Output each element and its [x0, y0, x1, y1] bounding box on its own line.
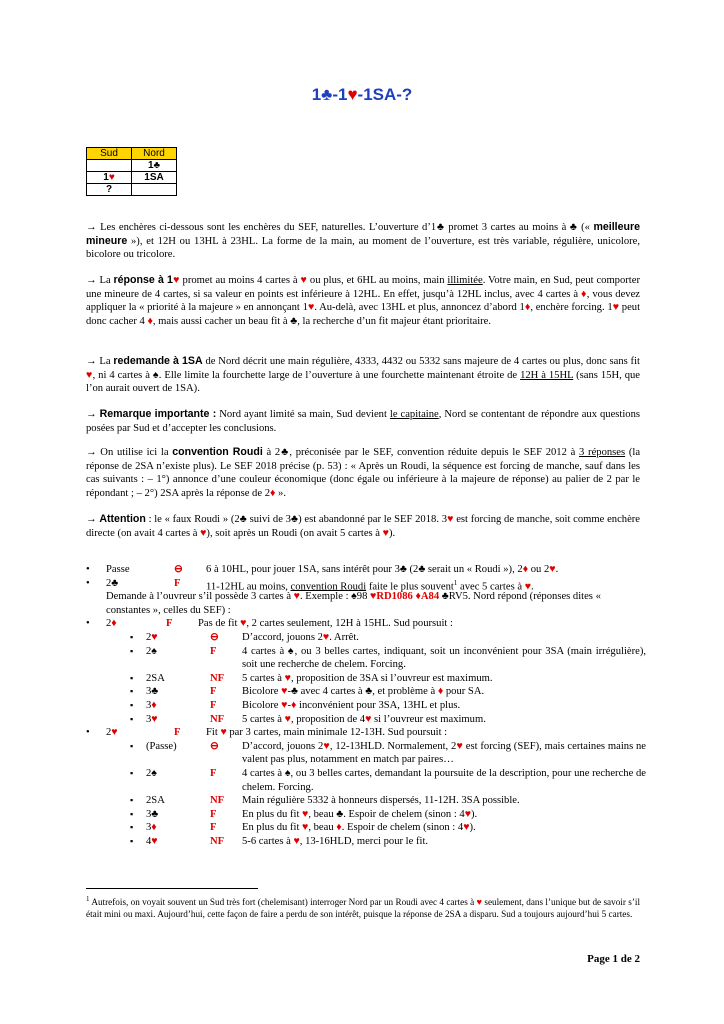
- sub-text: En plus du fit ♥, beau ♦. Espoir de chelem (sinon : 4♥).: [242, 822, 476, 834]
- sub-text: 4 cartes à ♠, ou 3 belles cartes, indiquant, soit un inconvénient pour 3SA (main irrégulière), soit une recherche de chelem. Forcing.: [242, 645, 646, 671]
- sub-text: Main régulière 5332 à honneurs dispersés, 11-12H. 3SA possible.: [242, 795, 520, 807]
- sub-list-item: ▪ 3♦ F En plus du fit ♥, beau ♦. Espoir de chelem (sinon : 4♥).: [130, 822, 476, 834]
- sub-bid: 4♥: [146, 835, 158, 847]
- sub-mark: F: [210, 699, 217, 711]
- sub-list-item: ▪ 4♥ NF 5-6 cartes à ♥, 13-16HLD, merci pour le fit.: [130, 835, 429, 847]
- page-number: Page 1 de 2: [587, 953, 640, 965]
- sub-mark: ⊖: [210, 740, 219, 752]
- sub-bid: 3♣: [146, 686, 159, 698]
- sub-text: 5-6 cartes à ♥, 13-16HLD, merci pour le fit.: [242, 835, 429, 847]
- sub-mark: NF: [210, 713, 225, 725]
- sub-mark: F: [210, 808, 217, 820]
- footnote-separator: [86, 888, 258, 889]
- sub-bid: 2♠: [146, 645, 157, 657]
- sub-mark: F: [210, 686, 217, 698]
- auction-cell: 1SA: [132, 172, 177, 184]
- sub-mark: F: [210, 767, 217, 779]
- list-item: • 2♥ F Fit ♥ par 3 cartes, main minimale 12-13H. Sud poursuit :: [86, 727, 448, 739]
- auction-cell: [87, 160, 132, 172]
- sub-text: Bicolore ♥-♦ inconvénient pour 3SA, 13HL et plus.: [242, 699, 461, 711]
- sub-bid: 3♣: [146, 808, 159, 820]
- sub-mark: F: [210, 645, 217, 657]
- sub-list-item: ▪ 3♣ F Bicolore ♥-♣ avec 4 cartes à ♣, et problème à ♦ pour SA.: [130, 686, 485, 698]
- paragraph-rebid: → La redemande à 1SA de Nord décrit une main régulière, 4333, 4432 ou 5332 sans majeure de 4 cartes ou plus, donc sans fit ♥, ni 4 cartes à ♠. Elle limite la fourchette large de l’ouverture à une fourchette maintenant étroite de 12H à 15HL (sans 15H, que l’on aurait ouvert de 1SA).: [86, 355, 640, 395]
- list-item: • 2♦ F Pas de fit ♥, 2 cartes seulement, 12H à 15HL. Sud poursuit :: [86, 618, 453, 630]
- sub-text: Bicolore ♥-♣ avec 4 cartes à ♣, et problème à ♦ pour SA.: [242, 686, 485, 698]
- paragraph-attention: → Attention : le « faux Roudi » (2♣ suivi de 3♣) est abandonné par le SEF 2018. 3♥ est forcing de manche, soit comme enchère directe (on avait 4 cartes à ♥), soit après un Roudi (on avait 5 cartes à ♥).: [86, 513, 641, 539]
- sub-list-item: ▪ 3♣ F En plus du fit ♥, beau ♣. Espoir de chelem (sinon : 4♥).: [130, 808, 478, 820]
- paragraph-opening: → Les enchères ci-dessous sont les enchères du SEF, naturelles. L’ouverture d’1♣ promet 3 cartes au moins à ♣ (« meilleure mineure »), et 12H ou 13HL à 23HL. La forme de la main, au moment de l’ouverture, est très variable, régulière, unicolore, bicolore ou tricolore.: [86, 221, 640, 261]
- sub-list-item: ▪ 2SA NF Main régulière 5332 à honneurs dispersés, 11-12H. 3SA possible.: [130, 795, 520, 807]
- sub-mark: F: [210, 822, 217, 834]
- sub-bid: 3♦: [146, 699, 157, 711]
- paragraph-response: → La réponse à 1♥ promet au moins 4 cartes à ♥ ou plus, et 6HL au moins, main illimitée. Votre main, en Sud, peut comporter une mineure de 4 cartes, si sa valeur en points est inférieure à 12HL. En effet, jusqu’à 12HL inclus, avec 4 cartes à ♦, vous devez appliquer la « priorité à la majeure » en annonçant 1♥. Au-delà, avec 13HL et plus, annoncez d’abord 1♦, enchère forcing. 1♥ peut donc cacher 4 ♦, mais aussi cacher un beau fit à ♣, la recherche d’un fit majeur étant prioritaire.: [86, 274, 641, 327]
- paragraph-roudi: → On utilise ici la convention Roudi à 2♣, préconisée par le SEF, convention réduite depuis le SEF 2012 à 3 réponses (la réponse de 2SA n’existe plus). Le SEF 2018 précise (p. 53) : « Après un Roudi, la séquence est forcing de manche, sauf dans les cas suivants : – 1°) annonce d’une couleur économique (donc égale ou inférieure à la majeure de réponse) au palier de 2 par le répondant ; – 2°) 2SA après la réponse de 2♦ ».: [86, 446, 641, 499]
- auction-cell: 1♣: [132, 160, 177, 172]
- sub-text: En plus du fit ♥, beau ♣. Espoir de chelem (sinon : 4♥).: [242, 808, 478, 820]
- list-item: • Passe ⊖ 6 à 10HL, pour jouer 1SA, sans intérêt pour 3♣ (2♣ serait un « Roudi »), 2♦ ou 2♥.: [86, 564, 559, 575]
- sub-list-item: ▪ 3♦ F Bicolore ♥-♦ inconvénient pour 3SA, 13HL et plus.: [130, 699, 461, 711]
- paragraph-remark: → Remarque importante : Nord ayant limité sa main, Sud devient le capitaine, Nord se contentant de répondre aux questions posées par Sud et d’accepter les conclusions.: [86, 408, 641, 434]
- sub-list-item: ▪ 2♥ ⊖ D’accord, jouons 2♥. Arrêt.: [130, 631, 359, 643]
- header-sud: Sud: [87, 148, 132, 160]
- list-item-continuation: Demande à l’ouvreur s’il possède 3 cartes à ♥. Exemple : ♠98 ♥RD1086 ♦A84 ♣RV5. Nord répond (réponses dites « constantes », celles du SEF) :: [106, 591, 601, 616]
- auction-table: [86, 147, 177, 196]
- sub-bid: (Passe): [146, 740, 177, 752]
- list-item: • 2♣ F 11-12HL au moins, convention Roudi faite le plus souvent$^1$ avec 5 cartes à ♥.: [86, 577, 534, 593]
- sub-bid: 3♥: [146, 713, 158, 725]
- page-title: 1♣-1♥-1SA-?: [311, 85, 413, 104]
- sub-list-item: ▪ (Passe) ⊖ D’accord, jouons 2♥, 12-13HLD. Normalement, 2♥ est forcing (SEF), mais certaines mains ne valent pas plus, notamment en match par paires…: [130, 740, 647, 766]
- sub-mark: NF: [210, 672, 225, 684]
- sub-text: D’accord, jouons 2♥, 12-13HLD. Normalement, 2♥ est forcing (SEF), mais certaines mains ne valent pas plus, notamment en match par paires…: [242, 740, 647, 766]
- sub-text: 5 cartes à ♥, proposition de 3SA si l’ouvreur est maximum.: [242, 672, 493, 684]
- sub-list-item: ▪ 2♠ F 4 cartes à ♠, ou 3 belles cartes, demandant la poursuite de la description, pour une recherche de chelem. Forcing.: [130, 767, 646, 793]
- sub-mark: NF: [210, 835, 225, 847]
- auction-cell: 1♥: [87, 172, 132, 184]
- sub-list-item: ▪ 3♥ NF 5 cartes à ♥, proposition de 4♥ si l’ouvreur est maximum.: [130, 713, 486, 725]
- sub-list: [86, 740, 646, 849]
- sub-bid: 2♥: [146, 631, 158, 643]
- sub-mark: NF: [210, 795, 225, 807]
- header-nord: Nord: [132, 148, 177, 160]
- sub-mark: ⊖: [210, 631, 219, 643]
- sub-text: 4 cartes à ♠, ou 3 belles cartes, demandant la poursuite de la description, pour une recherche de chelem. Forcing.: [242, 767, 646, 793]
- sub-bid: 3♦: [146, 822, 157, 834]
- bid-list: [86, 563, 646, 848]
- auction-cell: ?: [87, 184, 132, 196]
- footnote: $^1$ Autrefois, on voyait souvent un Sud très fort (chelemisant) interroger Nord par un Roudi avec 4 cartes à ♥ seulement, dans l’unique but de savoir s’il était mini ou maxi. Aujourd’hui, cette façon de faire a perdu de son intérêt, puisque la réponse de 2SA a disparu. Sud a toujours aujourd’hui 5 cartes.: [86, 895, 640, 919]
- auction-cell: [132, 184, 177, 196]
- sub-list: [86, 631, 646, 726]
- sub-list-item: ▪ 2♠ F 4 cartes à ♠, ou 3 belles cartes, indiquant, soit un inconvénient pour 3SA (main irrégulière), soit une recherche de chelem. Forcing.: [130, 645, 646, 671]
- sub-text: D’accord, jouons 2♥. Arrêt.: [242, 631, 359, 643]
- sub-bid: 2SA: [146, 672, 165, 684]
- sub-bid: 2♠: [146, 767, 157, 779]
- sub-bid: 2SA: [146, 795, 165, 807]
- sub-list-item: ▪ 2SA NF 5 cartes à ♥, proposition de 3SA si l’ouvreur est maximum.: [130, 672, 493, 684]
- sub-text: 5 cartes à ♥, proposition de 4♥ si l’ouvreur est maximum.: [242, 713, 486, 725]
